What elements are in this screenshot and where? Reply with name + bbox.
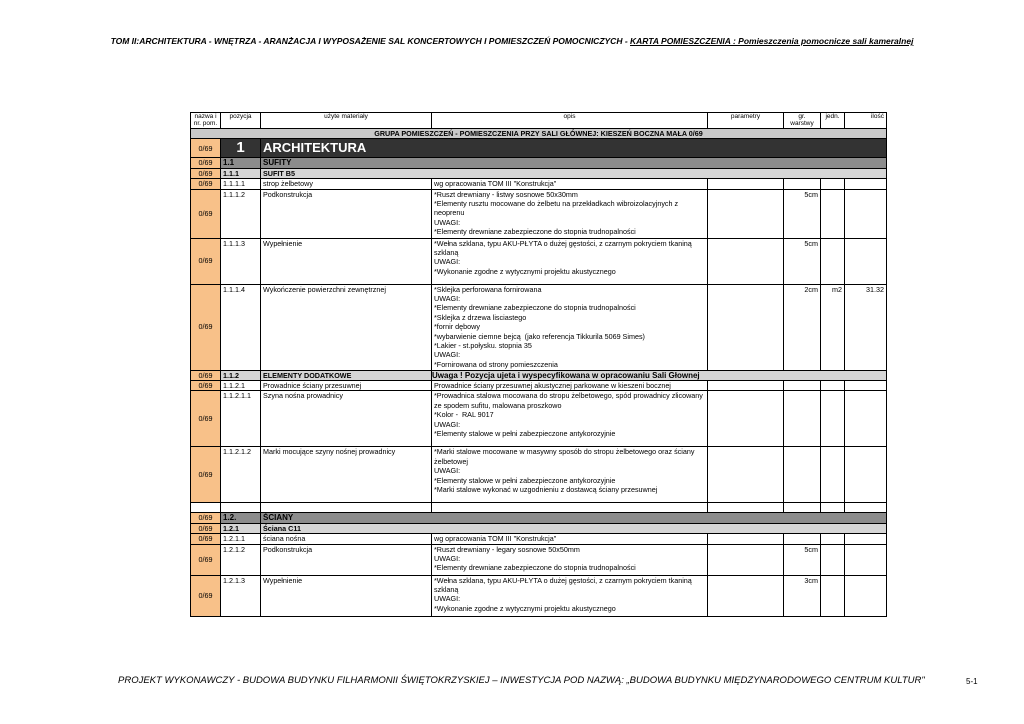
thickness-cell: 2cm bbox=[784, 284, 821, 370]
position-cell: 1.2.1.2 bbox=[221, 544, 261, 575]
unit-cell bbox=[821, 534, 845, 544]
description-cell: wg opracowania TOM III "Konstrukcja" bbox=[432, 534, 708, 544]
rows-elementy bbox=[191, 381, 887, 503]
table-row bbox=[191, 544, 887, 575]
col-nazwa: nazwa i nr. pom. bbox=[191, 113, 221, 129]
description-cell: *Marki stalowe mocowane w masywny sposób do stropu żelbetowego oraz ściany żelbetowej UWAGI: *Elementy stalowe w pełni zabezpieczone antykorozyjnie *Marki stalowe wykonać w uzgodnieniu z dostawcą ściany przesuwnej bbox=[432, 447, 708, 503]
room-cell: 0/69 bbox=[191, 513, 221, 523]
description-cell: *Sklejka perforowana fornirowana UWAGI: *Elementy drewniane zabezpieczone do stopnia trudnopalności *Sklejka z drzewa lisciastego *fornir dębowy *wybarwienie ciemne bejcą (jako referencja Tikkurila 5069 Simes) *Lakier - st.połysku. stopnia 35 UWAGI: *Fornirowana od strony pomieszczenia bbox=[432, 284, 708, 370]
quantity-cell bbox=[845, 189, 887, 238]
subsection-number: 1.2.1 bbox=[221, 523, 261, 533]
header-title: TOM II:ARCHITEKTURA - WNĘTRZA - ARANŻACJA I WYPOSAŻENIE SAL KONCERTOWYCH I POMIESZCZEŃ POMOCNICZYCH - bbox=[110, 36, 631, 46]
description-cell: *Ruszt drewniany - legary sosnowe 50x50mm UWAGI: *Elementy drewniane zabezpieczone do stopnia trudnopalności bbox=[432, 544, 708, 575]
position-cell: 1.1.1.2 bbox=[221, 189, 261, 238]
room-cell: 0/69 bbox=[191, 381, 221, 391]
col-opis: opis bbox=[432, 113, 708, 129]
blank-row bbox=[191, 503, 887, 513]
table-row bbox=[191, 179, 887, 189]
group-bar: GRUPA POMIESZCZEŃ - POMIESZCZENIA PRZY SALI GŁÓWNEJ: KIESZEŃ BOCZNA MAŁA 0/69 bbox=[191, 129, 887, 139]
parameters-cell bbox=[708, 544, 784, 575]
subsection-number: 1.1.1 bbox=[221, 168, 261, 178]
thickness-cell: 3cm bbox=[784, 575, 821, 616]
section-number: 1 bbox=[221, 139, 261, 158]
description-cell: *Ruszt drewniany - listwy sosnowe 50x30mm *Elementy rusztu mocowane do żelbetu na przekładkach wibroizolacyjnych z neoprenu UWAGI: *Elementy drewniane zabezpieczone do stopnia trudnopalności bbox=[432, 189, 708, 238]
position-cell: 1.1.2.1.2 bbox=[221, 447, 261, 503]
subsection-row-sciany bbox=[191, 513, 887, 523]
room-cell: 0/69 bbox=[191, 284, 221, 370]
col-materialy: użyte materiały bbox=[261, 113, 432, 129]
quantity-cell bbox=[845, 179, 887, 189]
quantity-cell bbox=[845, 447, 887, 503]
material-cell: Podkonstrukcja bbox=[261, 189, 432, 238]
table-row bbox=[191, 391, 887, 447]
position-cell: 1.2.1.3 bbox=[221, 575, 261, 616]
position-cell: 1.1.1.4 bbox=[221, 284, 261, 370]
parameters-cell bbox=[708, 189, 784, 238]
material-cell: Prowadnice ściany przesuwnej bbox=[261, 381, 432, 391]
col-parametry: parametry bbox=[708, 113, 784, 129]
quantity-cell bbox=[845, 534, 887, 544]
parameters-cell bbox=[708, 575, 784, 616]
quantity-cell bbox=[845, 575, 887, 616]
table-row bbox=[191, 447, 887, 503]
parameters-cell bbox=[708, 391, 784, 447]
unit-cell bbox=[821, 189, 845, 238]
material-cell: Szyna nośna prowadnicy bbox=[261, 391, 432, 447]
subsection-title: SUFIT B5 bbox=[261, 168, 887, 178]
unit-cell bbox=[821, 238, 845, 284]
thickness-cell bbox=[784, 391, 821, 447]
material-cell: Marki mocujące szyny nośnej prowadnicy bbox=[261, 447, 432, 503]
table-row bbox=[191, 238, 887, 284]
room-cell: 0/69 bbox=[191, 158, 221, 168]
room-cell: 0/69 bbox=[191, 179, 221, 189]
footer-text: PROJEKT WYKONAWCZY - BUDOWA BUDYNKU FILHARMONII ŚWIĘTOKRZYSKIEJ – INWESTYCJA POD NAZWĄ: „BUDOWA BUDYNKU MIĘDZYNARODOWEGO CENTRUM KULTUR" bbox=[118, 675, 925, 686]
quantity-cell: 31.32 bbox=[845, 284, 887, 370]
thickness-cell bbox=[784, 534, 821, 544]
col-warstwy: gr. warstwy bbox=[784, 113, 821, 129]
parameters-cell bbox=[708, 381, 784, 391]
rows-sufit bbox=[191, 179, 887, 370]
thickness-cell bbox=[784, 381, 821, 391]
room-cell: 0/69 bbox=[191, 575, 221, 616]
material-cell: strop żelbetowy bbox=[261, 179, 432, 189]
quantity-cell bbox=[845, 381, 887, 391]
parameters-cell bbox=[708, 238, 784, 284]
subsection-row-elementy bbox=[191, 370, 887, 380]
thickness-cell: 5cm bbox=[784, 189, 821, 238]
quantity-cell bbox=[845, 238, 887, 284]
position-cell: 1.2.1.1 bbox=[221, 534, 261, 544]
unit-cell bbox=[821, 544, 845, 575]
parameters-cell bbox=[708, 179, 784, 189]
thickness-cell: 5cm bbox=[784, 544, 821, 575]
description-cell: *Wełna szklana, typu AKU-PŁYTA o dużej gęstości, z czarnym pokryciem tkaniną szklaną UWAGI: *Wykonanie zgodne z wytycznymi projektu akustycznego bbox=[432, 238, 708, 284]
unit-cell bbox=[821, 575, 845, 616]
subsection-number: 1.1 bbox=[221, 158, 261, 168]
subsection-row-sufit-b5 bbox=[191, 168, 887, 178]
material-cell: ściana nośna bbox=[261, 534, 432, 544]
parameters-cell bbox=[708, 534, 784, 544]
unit-cell: m2 bbox=[821, 284, 845, 370]
room-cell: 0/69 bbox=[191, 534, 221, 544]
subsection-title: ŚCIANY bbox=[261, 513, 887, 523]
table-row bbox=[191, 534, 887, 544]
col-pozycja: pozycja bbox=[221, 113, 261, 129]
description-cell: *Prowadnica stalowa mocowana do stropu żelbetowego, spód prowadnicy zlicowany ze spodem sufitu, malowana proszkowo *Kolor - RAL 9017 UWAGI: *Elementy stalowe w pełni zabezpieczone antykorozyjnie bbox=[432, 391, 708, 447]
material-cell: Podkonstrukcja bbox=[261, 544, 432, 575]
subsection-number: 1.1.2 bbox=[221, 370, 261, 380]
table-row bbox=[191, 189, 887, 238]
subsection-number: 1.2. bbox=[221, 513, 261, 523]
position-cell: 1.1.1.3 bbox=[221, 238, 261, 284]
unit-cell bbox=[821, 381, 845, 391]
table-header-row bbox=[191, 113, 887, 129]
room-cell: 0/69 bbox=[191, 189, 221, 238]
room-cell: 0/69 bbox=[191, 168, 221, 178]
quantity-cell bbox=[845, 391, 887, 447]
section-title: ARCHITEKTURA bbox=[261, 139, 887, 158]
room-cell: 0/69 bbox=[191, 523, 221, 533]
subsection-title: Ściana C11 bbox=[261, 523, 887, 533]
unit-cell bbox=[821, 391, 845, 447]
section-row-architektura bbox=[191, 139, 887, 158]
group-bar-row bbox=[191, 129, 887, 139]
room-cell: 0/69 bbox=[191, 370, 221, 380]
header-link-title: KARTA POMIESZCZENIA : Pomieszczenia pomocnicze sali kameralnej bbox=[630, 36, 914, 46]
room-cell: 0/69 bbox=[191, 391, 221, 447]
page-number: 5-1 bbox=[966, 677, 978, 686]
parameters-cell bbox=[708, 284, 784, 370]
thickness-cell bbox=[784, 179, 821, 189]
col-jedn: jedn. bbox=[821, 113, 845, 129]
material-cell: Wypełnienie bbox=[261, 238, 432, 284]
description-cell: *Wełna szklana, typu AKU-PŁYTA o dużej gęstości, z czarnym pokryciem tkaniną szklaną UWAGI: *Wykonanie zgodne z wytycznymi projektu akustycznego bbox=[432, 575, 708, 616]
table-row bbox=[191, 381, 887, 391]
position-cell: 1.1.2.1.1 bbox=[221, 391, 261, 447]
material-cell: Wypełnienie bbox=[261, 575, 432, 616]
col-ilosc: ilość bbox=[845, 113, 887, 129]
room-card-table bbox=[190, 112, 887, 617]
document-header bbox=[0, 36, 1024, 46]
parameters-cell bbox=[708, 447, 784, 503]
thickness-cell bbox=[784, 447, 821, 503]
description-cell: wg opracowania TOM III "Konstrukcja" bbox=[432, 179, 708, 189]
subsection-title: SUFITY bbox=[261, 158, 887, 168]
subsection-row-sufity bbox=[191, 158, 887, 168]
room-cell: 0/69 bbox=[191, 238, 221, 284]
position-cell: 1.1.1.1 bbox=[221, 179, 261, 189]
rows-sciana bbox=[191, 534, 887, 616]
table-row bbox=[191, 284, 887, 370]
description-cell: Prowadnice ściany przesuwnej akustycznej parkowane w kieszeni bocznej bbox=[432, 381, 708, 391]
room-cell: 0/69 bbox=[191, 447, 221, 503]
subsection-row-sciana-c11 bbox=[191, 523, 887, 533]
position-cell: 1.1.2.1 bbox=[221, 381, 261, 391]
room-cell: 0/69 bbox=[191, 544, 221, 575]
material-cell: Wykończenie powierzchni zewnętrznej bbox=[261, 284, 432, 370]
subsection-title: ELEMENTY DODATKOWE bbox=[261, 370, 432, 380]
room-cell: 0/69 bbox=[191, 139, 221, 158]
table-row bbox=[191, 575, 887, 616]
unit-cell bbox=[821, 179, 845, 189]
subsection-note: Uwaga ! Pozycja ujeta i wyspecyfikowana w opracowaniu Sali Głownej bbox=[432, 370, 887, 380]
quantity-cell bbox=[845, 544, 887, 575]
thickness-cell: 5cm bbox=[784, 238, 821, 284]
unit-cell bbox=[821, 447, 845, 503]
